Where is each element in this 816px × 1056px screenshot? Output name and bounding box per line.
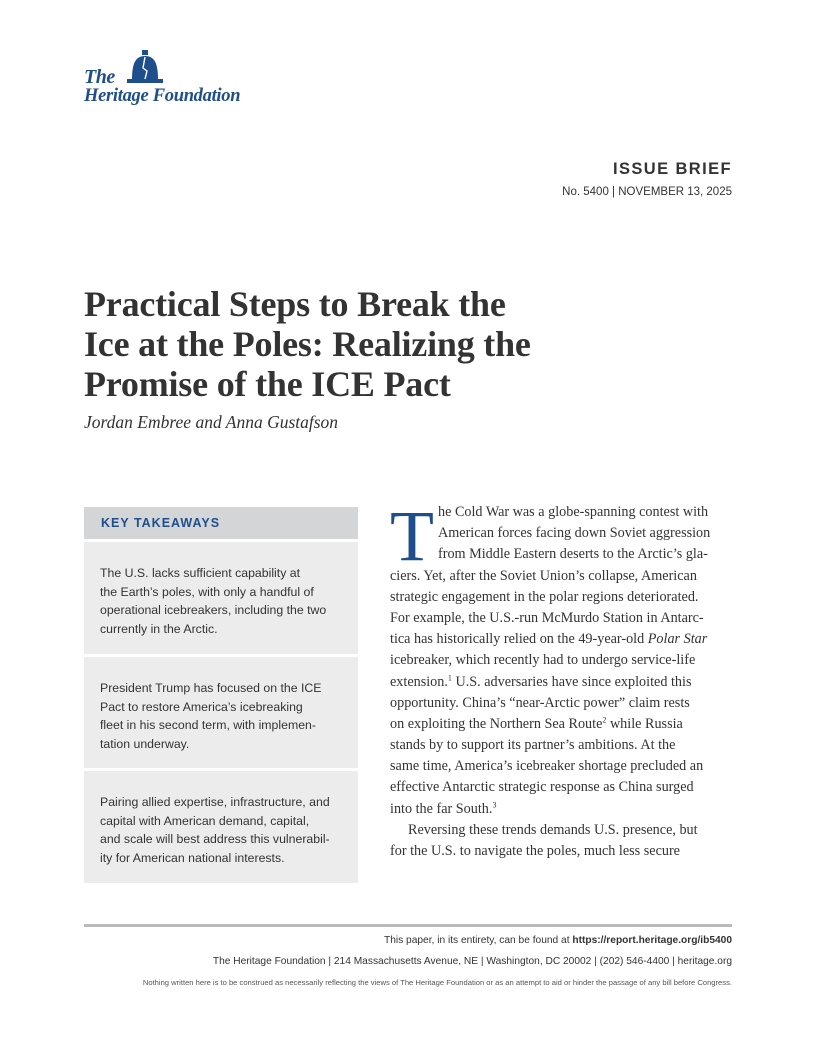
footnote-ref[interactable]: 2 xyxy=(602,715,607,725)
takeaway-line: currently in the Arctic. xyxy=(100,621,218,636)
body-text-run: extension. xyxy=(390,673,448,690)
body-text-run: U.S. adversaries have since exploited this xyxy=(451,673,692,690)
logo-name-text: Heritage Foundation xyxy=(84,86,241,106)
takeaway-line: ity for American national interests. xyxy=(100,850,285,865)
heritage-logo xyxy=(84,48,284,108)
takeaway-line: and scale will best address this vulnerabil- xyxy=(100,832,330,846)
body-line: strategic engagement in the polar regions deteriorated. xyxy=(390,588,699,605)
document-title xyxy=(84,284,644,404)
footer-report-link-line xyxy=(384,935,732,946)
body-line: American forces facing down Soviet aggression xyxy=(438,525,711,542)
takeaway-line: the Earth’s poles, with only a handful of xyxy=(100,584,314,599)
issue-meta: No. 5400 | NOVEMBER 13, 2025 xyxy=(562,186,732,198)
footer-text: This paper, in its entirety, can be found at xyxy=(383,935,573,946)
footer-divider xyxy=(84,924,732,927)
takeaway-line: President Trump has focused on the ICE xyxy=(100,681,322,695)
body-line: he Cold War was a globe-spanning contest with xyxy=(438,504,709,520)
takeaway-line: operational icebreakers, including the two xyxy=(100,603,327,617)
logo-the-text: The xyxy=(84,66,115,88)
body-line: icebreaker, which recently had to undergo service-life xyxy=(390,652,696,669)
key-takeaways-heading: KEY TAKEAWAYS xyxy=(84,507,358,539)
body-line: stands by to support its partner’s ambitions. At the xyxy=(390,737,676,754)
body-line: ciers. Yet, after the Soviet Union’s collapse, American xyxy=(390,567,697,584)
body-line xyxy=(390,629,732,650)
body-text xyxy=(390,496,732,862)
footnote-ref[interactable]: 1 xyxy=(447,672,452,682)
body-text-run: tica has historically relied on the 49-year-old xyxy=(390,631,648,648)
takeaway-item xyxy=(84,771,358,883)
takeaway-item xyxy=(84,657,358,768)
body-line: same time, America’s icebreaker shortage precluded an xyxy=(390,758,704,775)
footer-disclaimer: Nothing written here is to be construed as necessarily reflecting the views of The Heritage Foundation or as an attempt to aid or hinder the passage of any bill before Congress. xyxy=(142,978,732,987)
body-line xyxy=(390,672,732,693)
body-line: For example, the U.S.-run McMurdo Station in Antarc- xyxy=(390,609,704,626)
takeaway-line: tation underway. xyxy=(100,736,190,751)
takeaway-line: Pact to restore America’s icebreaking xyxy=(100,699,303,714)
body-text-run: on exploiting the Northern Sea Route xyxy=(390,715,603,732)
body-line: for the U.S. to navigate the poles, much less secure xyxy=(390,843,680,859)
title-line: Practical Steps to Break the xyxy=(84,284,506,324)
report-url-link[interactable]: https://report.heritage.org/ib5400 xyxy=(572,935,732,946)
liberty-bell-icon xyxy=(124,50,166,84)
body-text-run: while Russia xyxy=(606,715,683,732)
body-line: effective Antarctic strategic response as China surged xyxy=(390,779,694,796)
ship-name: Polar Star xyxy=(647,631,708,648)
body-text-run: into the far South. xyxy=(390,800,493,817)
footnote-ref[interactable]: 3 xyxy=(492,799,497,809)
body-line xyxy=(390,714,732,735)
body-line: Reversing these trends demands U.S. presence, but xyxy=(408,821,698,838)
footer-address: The Heritage Foundation | 214 Massachusetts Avenue, NE | Washington, DC 20002 | (202) 546-4400 | heritage.org xyxy=(212,956,732,967)
drop-cap: T xyxy=(390,496,434,576)
body-line: opportunity. China’s “near-Arctic power” claim rests xyxy=(390,694,690,711)
body-line: from Middle Eastern deserts to the Arctic’s gla- xyxy=(438,546,708,563)
issue-type: ISSUE BRIEF xyxy=(612,160,732,178)
body-line xyxy=(390,799,732,820)
title-line: Promise of the ICE Pact xyxy=(84,364,451,404)
key-takeaways-box xyxy=(84,507,358,883)
takeaway-item xyxy=(84,542,358,654)
takeaway-line: capital with American demand, capital, xyxy=(100,813,310,828)
takeaway-line: Pairing allied expertise, infrastructure, and xyxy=(100,795,330,809)
takeaway-line: fleet in his second term, with implemen- xyxy=(100,718,316,732)
authors: Jordan Embree and Anna Gustafson xyxy=(84,412,339,432)
takeaway-line: The U.S. lacks sufficient capability at xyxy=(100,566,301,580)
title-line: Ice at the Poles: Realizing the xyxy=(84,324,531,364)
